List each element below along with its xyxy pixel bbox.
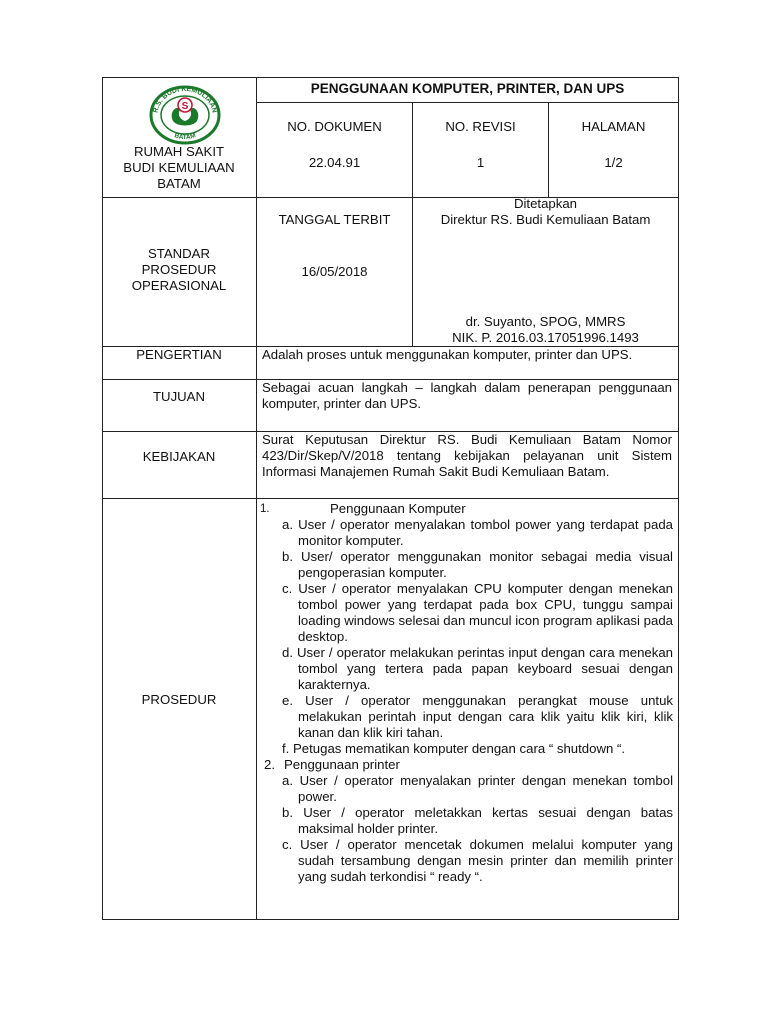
signer-name: dr. Suyanto, SPOG, MMRS [465, 314, 626, 329]
kebijakan-text: Surat Keputusan Direktur RS. Budi Kemuliaan Batam Nomor 423/Dir/Skep/V/2018 tentang kebijakan pelayanan unit Sistem Informasi Manajemen Rumah Sakit Budi Kemuliaan Batam. [262, 432, 672, 479]
sop-document [102, 77, 679, 920]
section1-item: f. Petugas mematikan komputer dengan cara “ shutdown “. [282, 741, 626, 756]
hospital-logo [147, 83, 223, 145]
document-title: PENGGUNAAN KOMPUTER, PRINTER, DAN UPS [310, 81, 625, 96]
halaman-label: HALAMAN [581, 119, 646, 134]
section2-item: b. User / operator meletakkan kertas sesuai dengan batas maksimal holder printer. [282, 805, 673, 836]
tujuan-text: Sebagai acuan langkah – langkah dalam penerapan penggunaan komputer, printer dan UPS. [262, 380, 672, 411]
row-separator-5 [102, 498, 679, 499]
no-dokumen-label: NO. DOKUMEN [287, 119, 382, 134]
signer-nik: NIK. P. 2016.03.17051996.1493 [452, 330, 639, 345]
section1-heading [260, 501, 673, 517]
pengertian-text: Adalah proses untuk menggunakan komputer, printer dan UPS. [262, 347, 633, 362]
direktur-text: Direktur RS. Budi Kemuliaan Batam [440, 212, 651, 227]
tujuan-label: TUJUAN [152, 389, 206, 404]
pengertian-label: PENGERTIAN [136, 347, 222, 362]
hospital-name [102, 144, 256, 192]
kebijakan-label: KEBIJAKAN [142, 449, 216, 464]
tanggal-terbit-label: TANGGAL TERBIT [278, 212, 391, 227]
section1-item: a. User / operator menyalakan tombol power yang terdapat pada monitor komputer. [282, 517, 673, 548]
section2-title: Penggunaan printer [284, 757, 400, 772]
sop-title-line-2: PROSEDUR [141, 262, 217, 277]
halaman-value: 1/2 [604, 155, 623, 170]
section1-item: d. User / operator melakukan perintas input dengan cara menekan tombol yang tertera pada papan keyboard sesuai dengan karakternya. [282, 645, 673, 692]
hospital-name-line-3: BATAM [157, 176, 201, 191]
svg-text:S: S [181, 101, 189, 112]
section1-item: b. User/ operator menggunakan monitor sebagai media visual pengoperasian komputer. [282, 549, 673, 580]
ditetapkan-text: Ditetapkan [513, 196, 578, 211]
section2-list [260, 773, 673, 885]
prosedur-content [260, 501, 673, 885]
no-revisi-value: 1 [476, 155, 485, 170]
header-divider-1 [412, 102, 413, 197]
section1-number: 1. [260, 503, 270, 515]
no-revisi-label: NO. REVISI [445, 119, 516, 134]
sop-title [102, 246, 256, 294]
header-divider-2 [548, 102, 549, 197]
hospital-name-line-2: BUDI KEMULIAAN [123, 160, 235, 175]
section1-list [260, 517, 673, 757]
hospital-name-line-1: RUMAH SAKIT [133, 144, 225, 159]
sop-title-line-1: STANDAR [147, 246, 211, 261]
sop-title-line-3: OPERASIONAL [131, 278, 227, 293]
section1-title: Penggunaan Komputer [330, 501, 466, 516]
section2-number: 2. [264, 757, 275, 772]
no-dokumen-value: 22.04.91 [308, 155, 361, 170]
svg-text:BATAM: BATAM [173, 132, 197, 142]
section1-item: c. User / operator menyalakan CPU komputer dengan menekan tombol power yang terdapat pada box CPU, tunggu sampai loading windows selesai dan muncul icon program aplikasi pada desktop. [282, 581, 673, 644]
tanggal-terbit-value: 16/05/2018 [301, 264, 368, 279]
prosedur-label: PROSEDUR [141, 692, 217, 707]
section2-heading [260, 757, 673, 773]
title-underline [256, 102, 679, 103]
table-border-top [102, 77, 679, 78]
section2-item: c. User / operator mencetak dokumen melalui komputer yang sudah tersambung dengan mesin printer dan memilih printer yang sudah terkondisi “ ready “. [282, 837, 673, 884]
section2-item: a. User / operator menyalakan printer dengan menekan tombol power. [282, 773, 673, 804]
section1-item: e. User / operator menggunakan perangkat mouse untuk melakukan perintah input dengan cara klik yaitu klik kiri, klik kanan dan klik kiri tahan. [282, 693, 673, 740]
table-border-bottom [102, 919, 679, 920]
svg-text:R.S. BUDI KEMULIAAN: R.S. BUDI KEMULIAAN [152, 85, 218, 114]
